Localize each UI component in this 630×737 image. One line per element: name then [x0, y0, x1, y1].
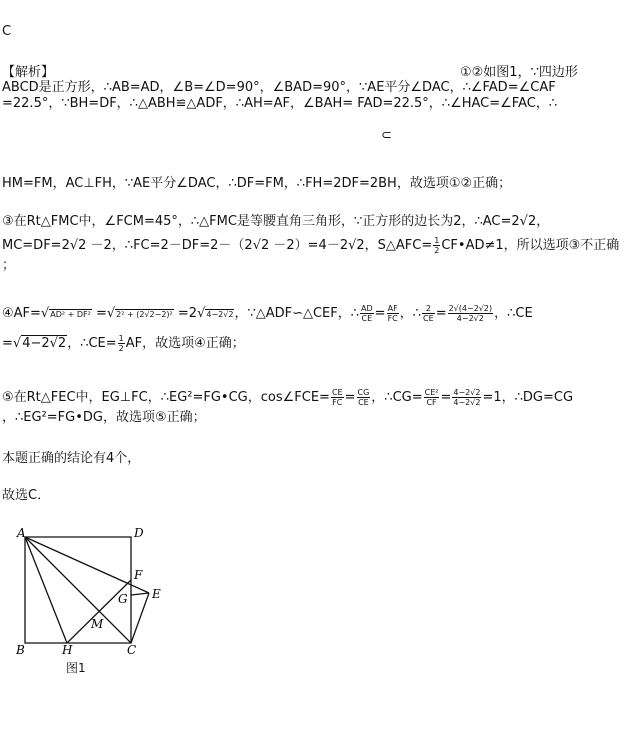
- label-M: M: [91, 617, 104, 631]
- analysis-tag: 【解析】: [2, 65, 55, 80]
- choice-line: 故选C．: [2, 488, 51, 503]
- analysis-line-2: =22.5°，∵BH=DF，∴△ABH≌△ADF，∴AH=AF，∠BAH= FAD=22.5°，∴∠HAC=∠FAC，∴: [2, 96, 558, 111]
- analysis-line-3: HM=FM，AC⊥FH，∵AE平分∠DAC，∴DF=FM，∴FH=2DF=2BH，故选项①②正确；: [2, 176, 512, 191]
- part3-line-1: ③在Rt△FMC中，∠FCM=45°，∴△FMC是等腰直角三角形，∵正方形的边长为2，∴AC=2√2，: [2, 214, 550, 229]
- label-A: A: [17, 526, 26, 540]
- part3-line-3: ；: [2, 258, 16, 273]
- half-fraction: $\frac{1}{2}$: [434, 236, 440, 255]
- analysis-intro-right: ①②如图1，∵四边形: [460, 65, 578, 80]
- label-H: H: [62, 643, 73, 657]
- part3-line-2: MC=DF=2√2 －2，∴FC=2－DF=2－（2√2 －2）=4－2√2，S△AFC= $\frac{1}{2}$ CF•AD≠1，所以选项③不正确: [2, 236, 620, 255]
- label-E: E: [152, 587, 161, 601]
- answer-letter: C: [2, 24, 12, 39]
- label-G: G: [118, 592, 128, 606]
- line-EC: [131, 593, 149, 643]
- part4-line-1: ④AF=√AD² + DF² =√2² + (2√2−2)² =2√4−2√2，∵△ADF∽△CEF，∴ $\frac{AD}{CE}$ = $\frac{AF}{FC}$ ，∴ $\frac{2}{CE}$ = $\frac{2√(4-2√2)}{4-2√2}$ ，∴CE: [2, 304, 533, 323]
- line-AC: [25, 537, 131, 643]
- part4-line-2: =√4−2√2，∴CE= $\frac{1}{2}$ AF，故选项④正确；: [2, 334, 245, 353]
- part5-line-1: ⑤在Rt△FEC中，EG⊥FC，∴EG²=FG•CG，cos∠FCE= $\frac{CE}{FC}$ = $\frac{CG}{CE}$ ，∴CG= $\frac{\text{CE²}}{CF}$ = $\frac{4-2√2}{4-2√2}$ =1，∴DG=CG: [2, 388, 574, 407]
- subset-symbol: ⊂: [381, 128, 392, 143]
- conclusion: 本题正确的结论有4个，: [2, 451, 141, 466]
- geometry-figure: [0, 520, 200, 680]
- figure-caption: 图1: [66, 661, 86, 675]
- line-EG: [131, 593, 149, 595]
- label-B: B: [16, 643, 25, 657]
- label-D: D: [134, 526, 144, 540]
- analysis-line-1: ABCD是正方形，∴AB=AD，∠B=∠D=90°，∠BAD=90°，∵AE平分∠DAC，∴∠FAD=∠CAF: [2, 80, 556, 95]
- part5-line-2: ，∴EG²=FG•DG，故选项⑤正确；: [2, 410, 206, 425]
- label-F: F: [134, 568, 143, 582]
- label-C: C: [127, 643, 137, 657]
